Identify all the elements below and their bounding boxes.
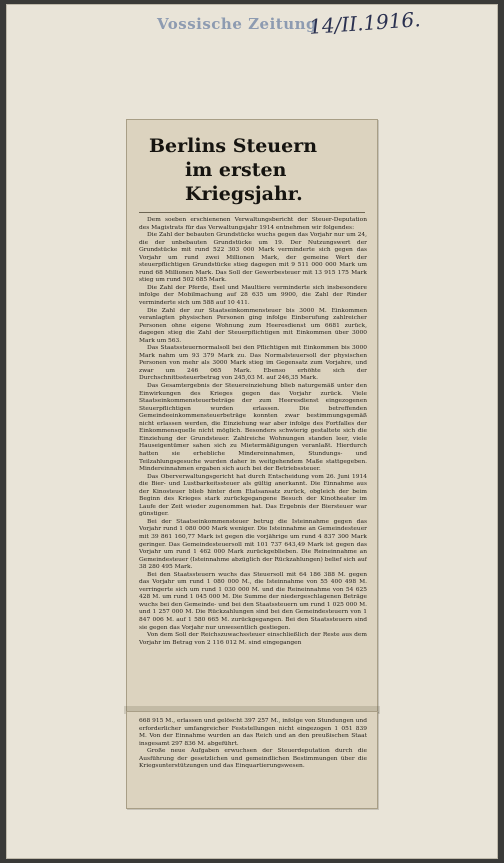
paragraph: Von dem Soll der Reichszuwachssteuer einschließlich der Reste aus dem Vorjahr im Betrag von 2 116 012 M. sind eingegangen xyxy=(139,632,367,646)
paragraph: Die Zahl der Pferde, Esel und Maultiere verminderte sich insbesondere infolge der Mobilmachung auf 28 635 um 9900, die Zahl der Rinder verminderte sich um 588 auf 10 411. xyxy=(139,284,367,307)
handwritten-date: 14/II.1916. xyxy=(308,7,422,39)
newspaper-stamp: Vossische Zeitung xyxy=(157,15,318,33)
paragraph: Dem soeben erschienenen Verwaltungsbericht der Steuer-Deputation des Magistrats für das Verwaltungsjahr 1914 entnehmen wir folgendes: xyxy=(139,217,367,231)
paragraph: Die Zahl der zur Staatseinkommensteuer bis 3000 M. Einkommen veranlagten physischen Personen ging infolge Einberufung zahlreicher Personen ohne eigene Wohnung zum Heeresdienst um 6681 zurück, dagegen stieg die Zahl der Steuerpflichtigen mit Einkommen über 3000 Mark um 563. xyxy=(139,307,367,344)
paragraph: Große neue Aufgaben erwuchsen der Steuerdeputation durch die Ausführung der gesetzlichen und gemeindlichen Bestimmungen über die Kriegsunterstützungen und das Einquartierungswesen. xyxy=(139,748,367,770)
newspaper-clipping-upper xyxy=(126,119,378,712)
article-body-upper xyxy=(139,217,367,712)
newspaper-clipping-lower xyxy=(126,711,378,809)
paragraph: 668 915 M., erlassen und gelöscht 397 257 M., infolge von Stundungen und erforderlicher umfangreicher Feststellungen nicht eingezogen 1 051 839 M. Von der Einnahme wurden an das Reich und an den preußischen Staat insgesamt 297 836 M. abgeführt. xyxy=(139,718,367,747)
article-body-lower xyxy=(139,718,367,804)
paragraph: Die Zahl der bebauten Grundstücke wuchs gegen das Vorjahr nur um 24, die der unbebauten Grundstücke um 19. Der Nutzungswert der Grundstücke mit rund 522 303 000 Mark verminderte sich gegen das Vorjahr um rund zwei Millionen Mark, der gemeine Wert der steuerpflichtigen Grundstücke stieg dagegen mit 9 511 000 000 Mark um rund 68 Millionen Mark. Das Soll der Gewerbesteuer mit 13 915 175 Mark stieg um rund 502 685 Mark. xyxy=(139,232,367,284)
paragraph: Das Oberverwaltungsgericht hat durch Entscheidung vom 26. Juni 1914 die Bier- und Lustbarkeitssteuer als gültig anerkannt. Die Einnahme aus der Kinosteuer blieb hinter dem Etatsansatz zurück, obgleich der beim Beginn des Krieges stark zurückgegangene Besuch der Kinotheater im Laufe der Zeit wieder zugenommen hat. Das Ergebnis der Biersteuer war günstiger. xyxy=(139,473,367,518)
headline-divider xyxy=(139,212,365,213)
headline-line-1: Berlins Steuern xyxy=(149,135,318,157)
article-headline xyxy=(149,134,377,206)
headline-line-2: im ersten Kriegsjahr. xyxy=(185,159,303,205)
paragraph: Bei der Staatseinkommensteuer betrug die Isteinnahme gegen das Vorjahr rund 1 080 000 Mark weniger. Die Isteinnahme an Gemeindesteuer mit 39 861 160,77 Mark ist gegen die vorjährige um rund 4 837 300 Mark geringer. Das Gemeindesteuersoll mit 101 737 643,49 Mark ist gegen das Vorjahr um rund 1 462 000 Mark zurückgeblieben. Die Reineinnahme an Gemeindesteuer (Isteinnahme abzüglich der Rückzahlungen) belief sich auf 38 280 495 Mark. xyxy=(139,518,367,571)
paragraph: Das Staatssteuernormalsoll bei den Pflichtigen mit Einkommen bis 3000 Mark nahm um 93 379 Mark zu. Das Normalsteuersoll der physischen Personen von mehr als 3000 Mark stieg im Gegensatz zum Vorjahre, und zwar um 246 065 Mark. Ebenso erhöhte sich der Durchschnittssteuerbetrag von 245,03 M. auf 246,35 Mark. xyxy=(139,345,367,382)
paragraph: Das Gesamtergebnis der Steuereinziehung blieb naturgemäß unter den Einwirkungen des Krieges gegen das Vorjahr zurück. Viele Staatseinkommensteuerbeträge der zum Heeresdienst eingezogenen Steuerpflichtigen wurden erlassen. Die betreffenden Gemeindeeinkommensteuerbeträge konnten zwar bestimmungsgemäß nicht erlassen werden, die Einziehung war aber infolge des Fortfalles der Einkommensquelle nicht möglich. Besonders schwierig gestaltete sich die Einziehung der Grundsteuer. Zahlreiche Wohnungen standen leer, viele Hauseigentümer sahen sich zu Mietermäßigungen veranlaßt. Hierdurch hatten sie erhebliche Mindereinnahmen, Stundungs- und Teilzahlungsgesuche wurden daher in weitgehendem Maße stattgegeben. Mindereinnahmen ergaben sich auch bei der Betriebssteuer. xyxy=(139,383,367,473)
paragraph: Bei den Staatssteuern wuchs das Steuersoll mit 64 186 388 M. gegen das Vorjahr um rund 1 080 000 M., die Isteinnahme von 55 400 498 M. verringerte sich um rund 1 030 000 M. und die Reineinnahme von 54 625 428 M. um rund 1 045 000 M. Die Summe der niedergeschlagenen Beträge wuchs bei den Gemeinde- und bei den Staatssteuern um rund 1 025 000 M. und 1 257 000 M. Die Rückzahlungen sind bei den Gemeindesteuern von 1 847 006 M. auf 1 580 665 M. zurückgegangen. Bei den Staatssteuern sind sie gegen das Vorjahr nur unwesentlich gestiegen. xyxy=(139,571,367,631)
